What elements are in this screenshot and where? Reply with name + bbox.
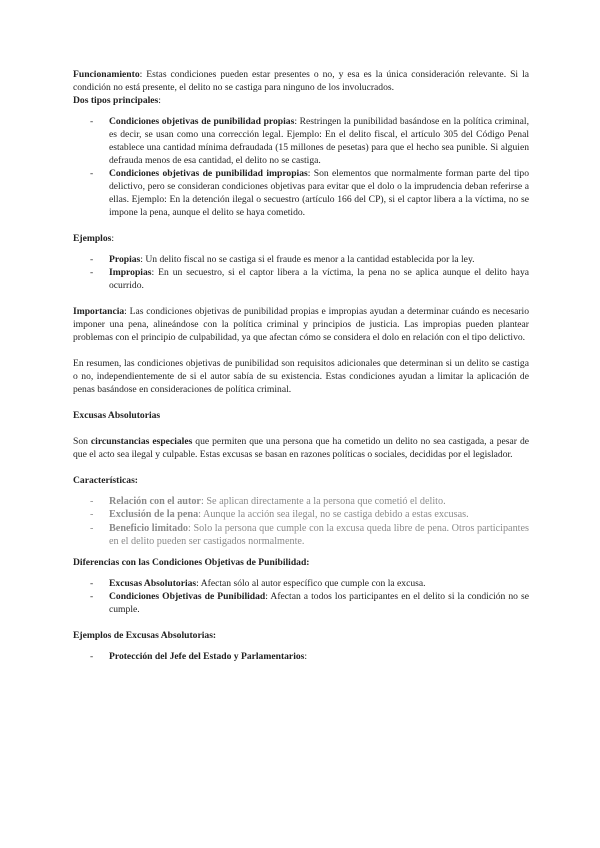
bullet-dash: -	[90, 168, 94, 179]
bullet-dash: -	[90, 254, 94, 265]
list-item-lead: Propias	[109, 254, 141, 265]
caracteristicas-list	[73, 495, 529, 548]
excusas-intro-paragraph	[73, 435, 529, 461]
bullet-dash: -	[90, 116, 94, 127]
list-item-lead: Exclusión de la pena	[109, 509, 199, 521]
list-item-lead: Impropias	[109, 267, 152, 278]
list-item-text: : Aunque la acción sea ilegal, no se castiga debido a estas excusas.	[198, 509, 469, 521]
list-item-lead: Beneficio limitado	[109, 522, 189, 534]
dos-tipos-label: Dos tipos principales	[73, 95, 159, 106]
list-item-lead: Excusas Absolutorias	[109, 578, 197, 590]
list-item-text: : Un delito fiscal no se castiga si el fraude es menor a la cantidad establecida por la ley.	[140, 254, 475, 265]
bullet-dash: -	[90, 496, 94, 507]
list-item-text: :	[304, 651, 308, 663]
caracteristicas-title: Características:	[73, 475, 138, 486]
ejemplos-heading	[73, 232, 529, 245]
list-item-lead: Condiciones Objetivas de Punibilidad	[109, 591, 266, 603]
importancia-paragraph	[73, 305, 529, 344]
funcionamiento-paragraph	[73, 68, 529, 94]
list-item	[73, 266, 529, 292]
dos-tipos-suffix: :	[158, 95, 161, 106]
ejemplos-excusas-title: Ejemplos de Excusas Absolutorias:	[73, 630, 217, 642]
list-item	[73, 522, 529, 549]
dos-tipos-heading	[73, 94, 529, 107]
dos-tipos-list	[73, 115, 529, 219]
list-item	[73, 577, 529, 590]
funcionamiento-label: Funcionamiento	[73, 69, 140, 80]
list-item	[73, 590, 529, 616]
bullet-dash: -	[90, 509, 94, 521]
list-item-text: : Afectan a todos los participantes en el delito si la condición no se cumple.	[109, 591, 530, 616]
funcionamiento-text: : Estas condiciones pueden estar presentes o no, y esa es la única consideración relevante. Si la condición no está presente, el delito no se castiga para ninguno de los involucrados.	[73, 69, 529, 93]
list-item	[73, 253, 529, 266]
list-item-text: : En un secuestro, si el captor libera a la víctima, la pena no se aplica aunque el delito haya ocurrido.	[109, 267, 529, 291]
list-item-text: : Solo la persona que cumple con la excusa queda libre de pena. Otros participantes en el delito pueden ser castigados normalmente.	[109, 522, 529, 547]
list-item	[73, 508, 529, 521]
importancia-text: : Las condiciones objetivas de punibilidad propias e impropias ayudan a determinar cuándo es necesario imponer una pena, alineándose con la política criminal y principios de justicia. Las impropias pueden plantear problemas con el principio de culpabilidad, ya que afectan cómo se considera el dolo en relación con el tipo delictivo.	[73, 306, 529, 343]
list-item-lead: Relación con el autor	[109, 496, 201, 507]
excusas-title: Excusas Absolutorias	[73, 410, 161, 421]
list-item-text: : Afectan sólo al autor específico que cumple con la excusa.	[196, 578, 426, 590]
diferencias-title: Diferencias con las Condiciones Objetivas de Punibilidad:	[73, 557, 310, 569]
list-item	[73, 115, 529, 167]
ejemplos-label: Ejemplos	[73, 233, 112, 244]
ejemplos-list	[73, 253, 529, 292]
list-item	[73, 495, 529, 508]
list-item	[73, 650, 529, 663]
bullet-dash: -	[90, 651, 94, 663]
list-item-lead: Condiciones objetivas de punibilidad propias	[109, 116, 295, 127]
list-item-lead: Protección del Jefe del Estado y Parlamentarios	[109, 651, 305, 663]
list-item-text: : Son elementos que normalmente forman parte del tipo delictivo, pero se consideran condiciones objetivas para evitar que el dolo o la imprudencia deban referirse a ellas. Ejemplo: En la detención ilegal o secuestro (artículo 166 del CP), si el captor libera a la víctima, no se impone la pena, aunque el delito se haya cometido.	[109, 168, 530, 218]
resumen-paragraph: En resumen, las condiciones objetivas de punibilidad son requisitos adicionales que determinan si un delito se castiga o no, independientemente de si el autor sabía de su existencia. Estas condiciones ayudan a limitar la aplicación de penas basándose en consideraciones de política criminal.	[73, 358, 529, 395]
list-item-lead: Condiciones objetivas de punibilidad impropias	[109, 168, 308, 179]
excusas-intro-bold: circunstancias especiales	[90, 436, 193, 447]
list-item-text: : Se aplican directamente a la persona que cometió el delito.	[200, 496, 446, 507]
diferencias-list	[73, 577, 529, 616]
excusas-intro-pre: Son	[73, 436, 91, 447]
ejemplos-excusas-list	[73, 650, 529, 663]
list-item-text: : Restringen la punibilidad basándose en la política criminal, es decir, se usan como una corrección legal. Ejemplo: En el delito fiscal, el artículo 305 del Código Penal establece una cantidad mínima defraudada (15 millones de pesetas) para que el hecho sea punible. Si alguien defrauda menos de esa cantidad, el delito no se castiga.	[109, 116, 529, 166]
importancia-label: Importancia	[73, 306, 125, 317]
excusas-intro-post: que permiten que una persona que ha cometido un delito no sea castigada, a pesar de que el acto sea ilegal y culpable. Estas excusas se basan en razones políticas o sociales, decididas por el legislador.	[73, 436, 530, 460]
document-page	[73, 68, 529, 663]
ejemplos-suffix: :	[111, 233, 115, 244]
bullet-dash: -	[90, 267, 94, 278]
bullet-dash: -	[90, 578, 94, 590]
bullet-dash: -	[90, 522, 94, 534]
bullet-dash: -	[90, 591, 94, 603]
list-item	[73, 167, 529, 219]
